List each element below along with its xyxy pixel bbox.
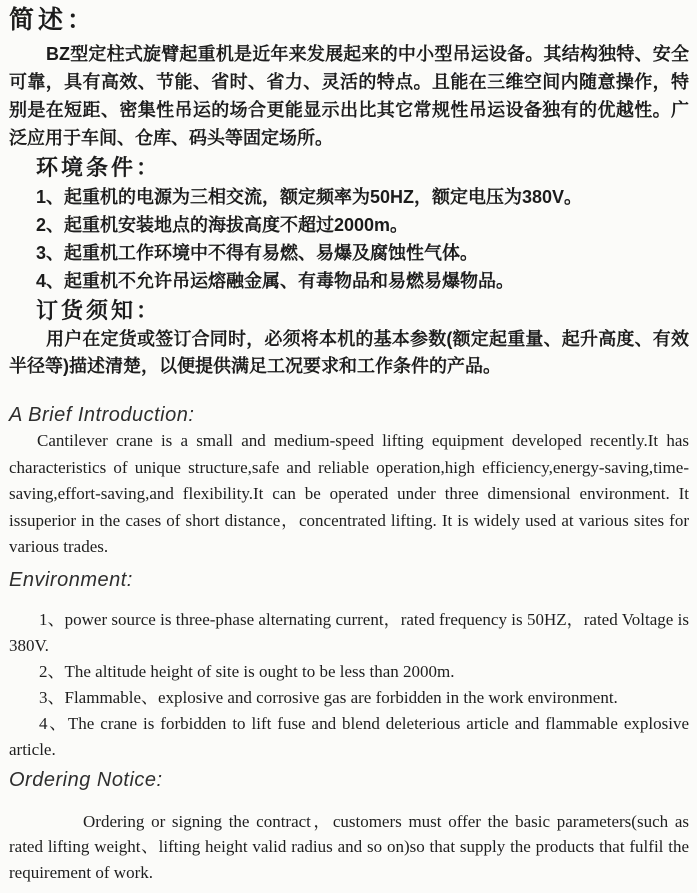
- en-ordering-heading: Ordering Notice:: [9, 768, 163, 791]
- cn-brief-paragraph: BZ型定柱式旋臂起重机是近年来发展起来的中小型吊运设备。其结构独特、安全可靠，具有高效、节能、省时、省力、灵活的特点。且能在三维空间内随意操作，特别是在短距、密集性吊运的场合更能显示出比其它常规性吊运设备独有的优越性。广泛应用于车间、仓库、码头等固定场所。: [9, 44, 689, 148]
- en-brief-heading: A Brief Introduction:: [9, 404, 195, 426]
- en-environment-item-2: 2、The altitude height of site is ought to be less than 2000m.: [39, 661, 455, 681]
- cn-ordering-heading: 订货须知：: [36, 298, 162, 323]
- cn-environment-item-4: 4、起重机不允许吊运熔融金属、有毒物品和易燃易爆物品。: [36, 271, 515, 291]
- en-brief-paragraph: Cantilever crane is a small and medium-speed lifting equipment developed recently.It has characteristics of unique structure,safe and reliable operation,high efficiency,energy-saving,time-saving,effort-saving,and flexibility.It can be operated under three dimensional environment. It issuperior in the cases of short distance，concentrated lifting. It is widely used at various sites for various trades.: [9, 431, 689, 556]
- cn-brief-heading: 简述：: [9, 6, 97, 34]
- en-environment-item-1: 1、power source is three-phase alternating current，rated frequency is 50HZ，rated Voltage is 380V.: [9, 609, 689, 655]
- cn-ordering-paragraph: 用户在定货或签订合同时，必须将本机的基本参数(额定起重量、起升高度、有效半径等)描述清楚，以便提供满足工况要求和工作条件的产品。: [9, 329, 689, 376]
- en-environment-item-3: 3、Flammable、explosive and corrosive gas are forbidden in the work environment.: [39, 687, 618, 707]
- cn-environment-item-1: 1、起重机的电源为三相交流，额定频率为50HZ，额定电压为380V。: [36, 187, 583, 207]
- cn-environment-heading: 环境条件：: [36, 155, 162, 180]
- en-ordering-paragraph: Ordering or signing the contract，customers must offer the basic parameters(such as rated lifting weight、lifting height valid radius and so on)so that supply the products that fulfil the requirement of work.: [9, 811, 689, 882]
- cn-environment-item-3: 3、起重机工作环境中不得有易燃、易爆及腐蚀性气体。: [36, 243, 479, 263]
- en-environment-item-4: 4、The crane is forbidden to lift fuse and blend deleterious article and flammable explosive article.: [9, 713, 689, 759]
- cn-environment-item-2: 2、起重机安装地点的海拔高度不超过2000m。: [36, 215, 409, 235]
- en-environment-heading: Environment:: [9, 568, 133, 591]
